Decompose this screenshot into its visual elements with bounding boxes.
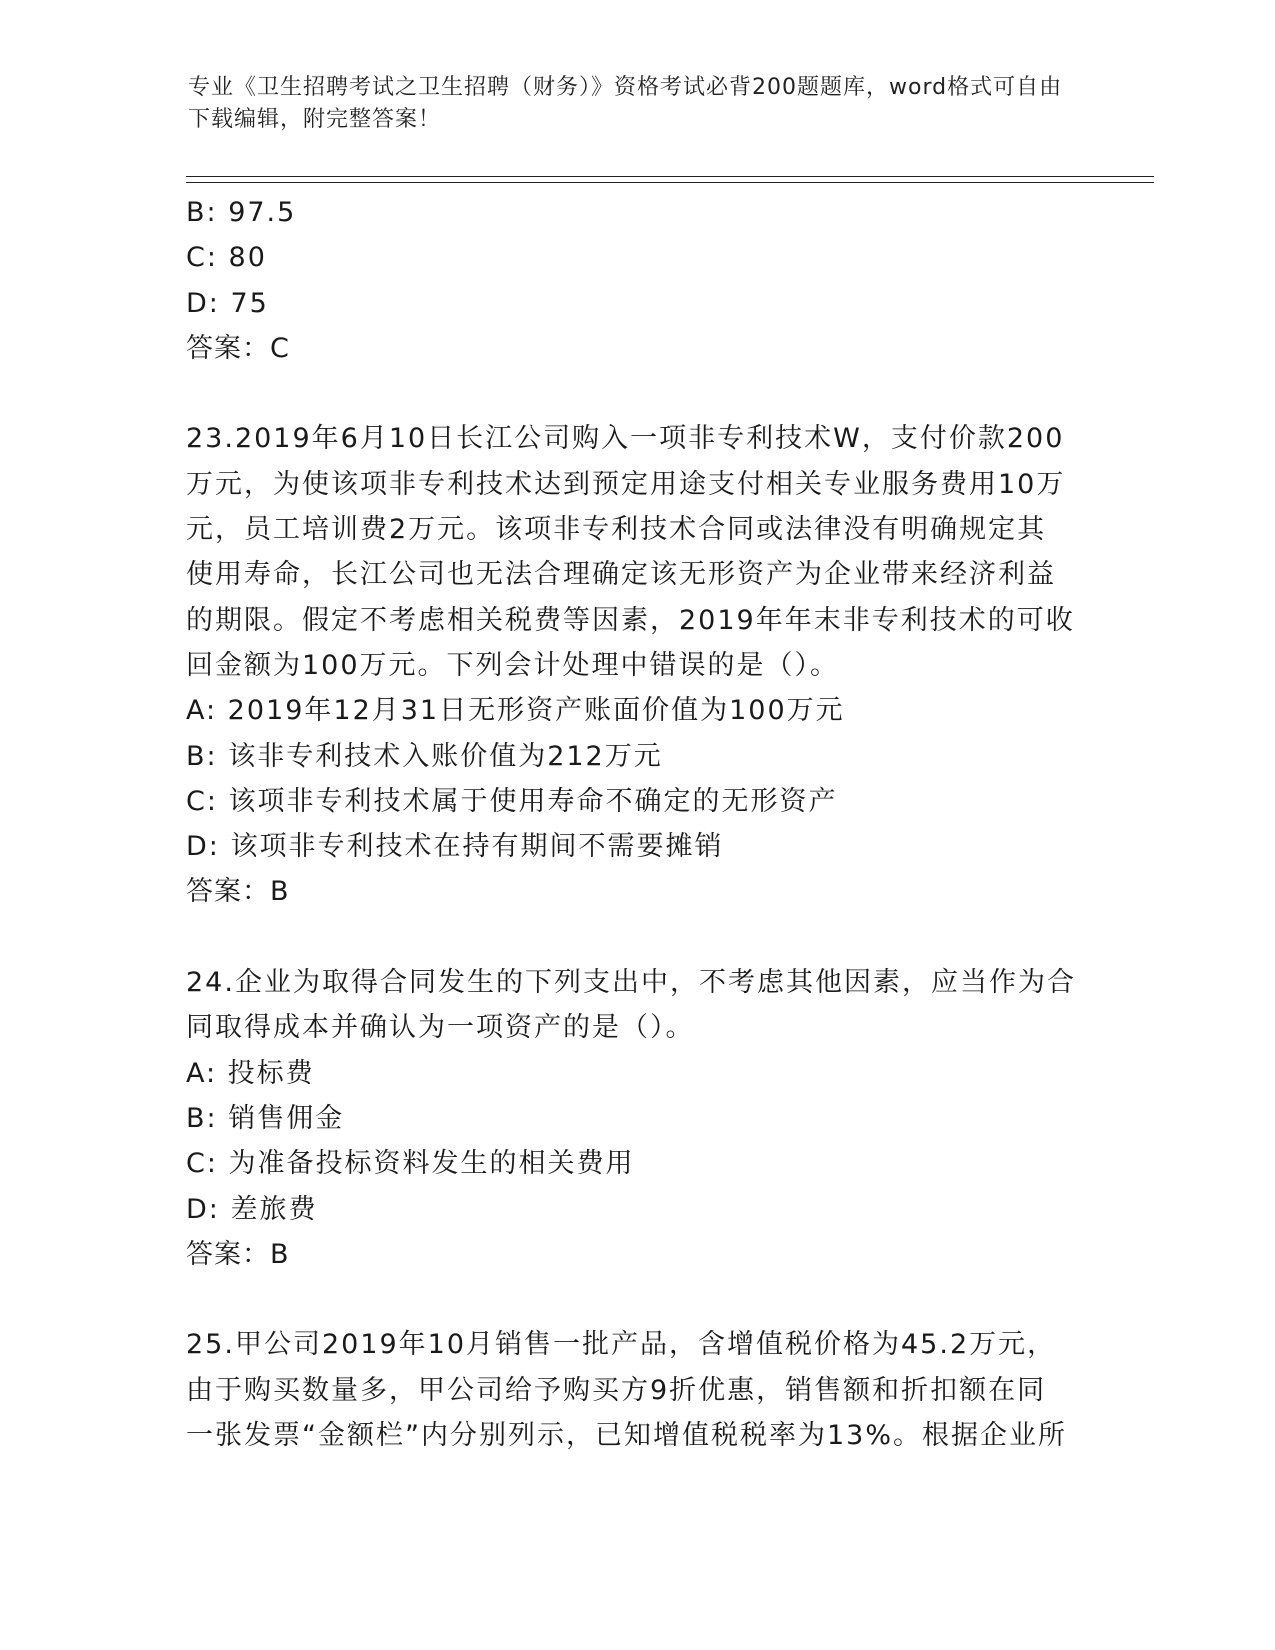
question-stem-line: 同取得成本并确认为一项资产的是（）。 [186, 1012, 695, 1044]
question-stem-line: 回金额为100万元。下列会计处理中错误的是（）。 [186, 649, 840, 681]
question-25 [186, 1322, 1086, 1458]
spacer [186, 1277, 1086, 1322]
question-stem-line: 万元，为使该项非专利技术达到预定用途支付相关专业服务费用10万 [186, 468, 1066, 500]
option-c: C: 该项非专利技术属于使用寿命不确定的无形资产 [186, 785, 838, 817]
option-b: B: 97.5 [186, 197, 297, 228]
spacer [186, 915, 1086, 960]
question-stem-line: 23.2019年6月10日长江公司购入一项非专利技术W，支付价款200 [186, 423, 1065, 455]
option-d: D: 该项非专利技术在持有期间不需要摊销 [186, 831, 724, 863]
question-stem-line: 由于购买数量多，甲公司给予购买方9折优惠，销售额和折扣额在同 [186, 1374, 1047, 1406]
answer-label: 答案：B [186, 1238, 290, 1270]
answer-label: 答案：B [186, 876, 290, 908]
question-stem-line: 的期限。假定不考虑相关税费等因素，2019年年末非专利技术的可收 [186, 604, 1075, 636]
question-stem-line: 元，员工培训费2万元。该项非专利技术合同或法律没有明确规定其 [186, 514, 1047, 546]
option-c: C: 80 [186, 242, 267, 274]
answer-label: 答案：C [186, 332, 290, 364]
option-c: C: 为准备投标资料发生的相关费用 [186, 1148, 635, 1180]
document-header [188, 72, 1068, 136]
option-a: A: 2019年12月31日无形资产账面价值为100万元 [186, 695, 845, 727]
question-stem-line: 一张发票“金额栏”内分别列示，已知增值税税率为13%。根据企业所 [186, 1420, 1067, 1452]
option-b: B: 该非专利技术入账价值为212万元 [186, 740, 663, 772]
question-24 [186, 960, 1086, 1277]
option-a: A: 投标费 [186, 1057, 315, 1089]
question-22-fragment [186, 190, 1086, 371]
option-b: B: 销售佣金 [186, 1102, 345, 1134]
option-d: D: 75 [186, 287, 269, 319]
question-list [186, 190, 1086, 1458]
spacer [186, 371, 1086, 416]
question-23 [186, 416, 1086, 914]
header-divider [186, 176, 1154, 183]
question-stem-line: 25.甲公司2019年10月销售一批产品，含增值税价格为45.2万元， [186, 1329, 1057, 1361]
header-title: 专业《卫生招聘考试之卫生招聘（财务）》资格考试必背200题题库，word格式可自由下载编辑，附完整答案！ [188, 75, 1063, 132]
option-d: D: 差旅费 [186, 1193, 318, 1225]
question-stem-line: 使用寿命，长江公司也无法合理确定该无形资产为企业带来经济利益 [186, 559, 1056, 591]
question-stem-line: 24.企业为取得合同发生的下列支出中，不考虑其他因素，应当作为合 [186, 967, 1076, 999]
